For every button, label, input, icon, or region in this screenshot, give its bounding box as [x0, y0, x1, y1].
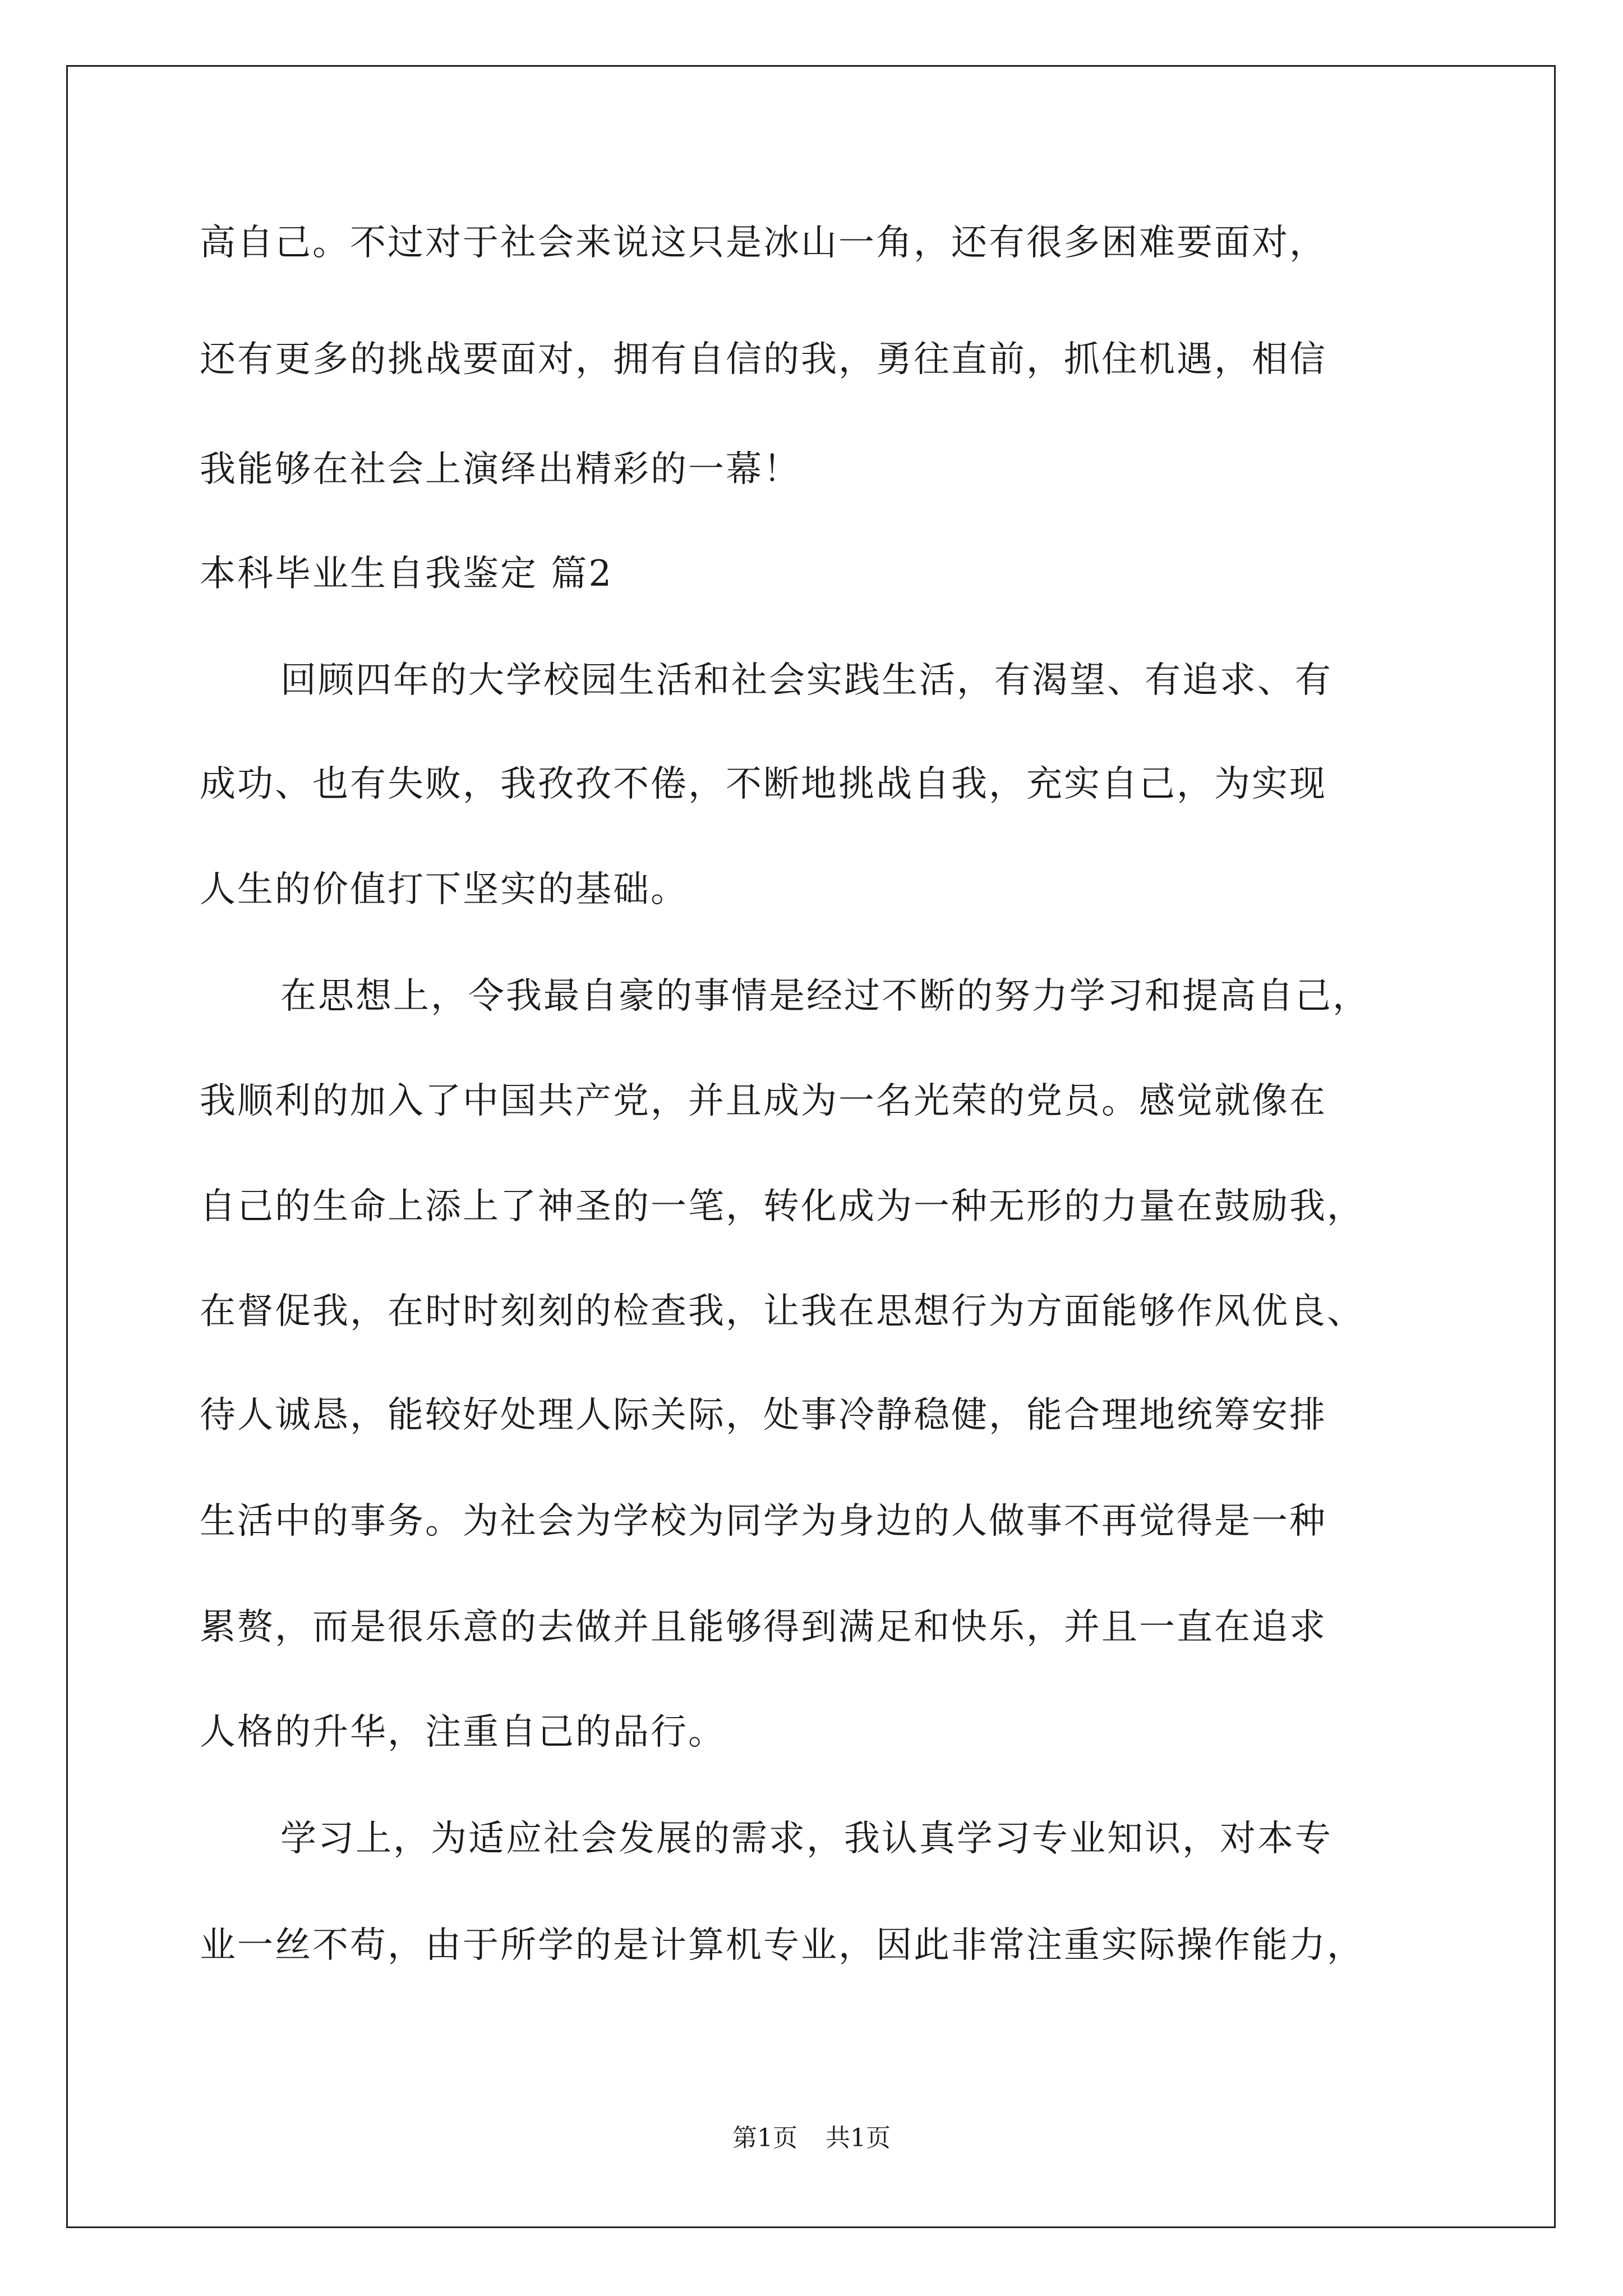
page-border [66, 65, 1556, 2228]
body-line: 回顾四年的大学校园生活和社会实践生活，有渴望、有追求、有 [280, 660, 1332, 701]
body-line: 在督促我，在时时刻刻的检查我，让我在思想行为方面能够作风优良、 [200, 1291, 1364, 1332]
body-line: 高自己。不过对于社会来说这只是冰山一角，还有很多困难要面对， [200, 222, 1327, 264]
body-line: 人格的升华，注重自己的品行。 [200, 1711, 726, 1753]
body-line: 累赘，而是很乐意的去做并且能够得到满足和快乐，并且一直在追求 [200, 1607, 1327, 1648]
body-line: 成功、也有失败，我孜孜不倦，不断地挑战自我，充实自己，为实现 [200, 763, 1327, 805]
body-line: 我顺利的加入了中国共产党，并且成为一名光荣的党员。感觉就像在 [200, 1080, 1327, 1122]
body-line: 还有更多的挑战要面对，拥有自信的我，勇往直前，抓住机遇，相信 [200, 339, 1327, 380]
body-line: 人生的价值打下坚实的基础。 [200, 869, 688, 910]
body-line: 学习上，为适应社会发展的需求，我认真学习专业知识，对本专 [280, 1818, 1332, 1860]
body-line: 我能够在社会上演绎出精彩的一幕！ [200, 449, 801, 490]
page-footer [0, 2122, 1623, 2155]
body-line: 在思想上，令我最自豪的事情是经过不断的努力学习和提高自己， [280, 976, 1370, 1017]
body-line: 待人诚恳，能较好处理人际关际，处事冷静稳健，能合理地统筹安排 [200, 1395, 1327, 1436]
body-line: 自己的生命上添上了神圣的一笔，转化成为一种无形的力量在鼓励我， [200, 1186, 1364, 1227]
page-total: 共1页 [826, 2124, 891, 2152]
page-number: 第1页 [732, 2124, 797, 2152]
body-line: 业一丝不苟，由于所学的是计算机专业，因此非常注重实际操作能力， [200, 1925, 1364, 1966]
body-line: 生活中的事务。为社会为学校为同学为身边的人做事不再觉得是一种 [200, 1501, 1327, 1542]
section-heading: 本科毕业生自我鉴定 篇2 [200, 553, 614, 595]
